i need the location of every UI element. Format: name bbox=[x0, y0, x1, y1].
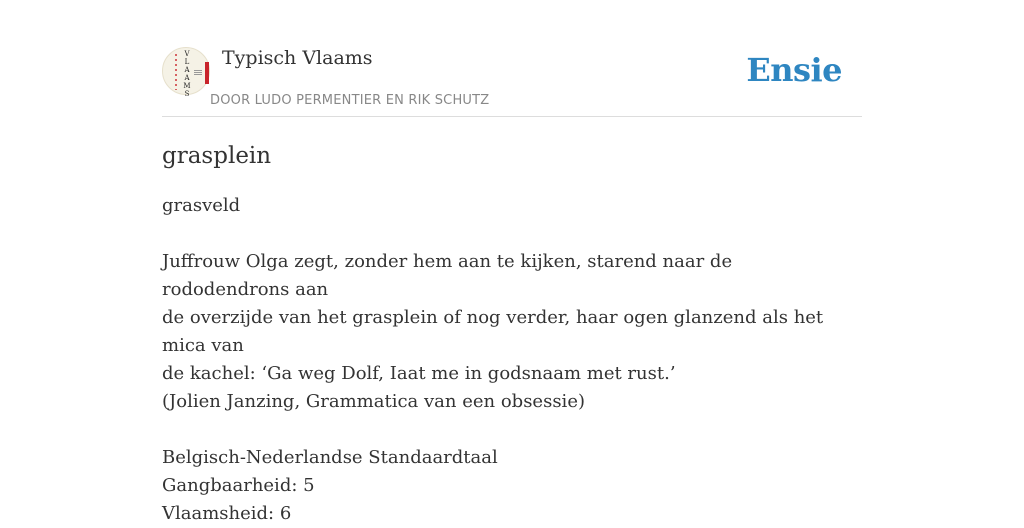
logo-red-bar bbox=[205, 62, 209, 84]
ensie-brand-logo[interactable]: Ensie bbox=[746, 51, 842, 89]
vlaamsheid-score: Vlaamsheid: 6 bbox=[162, 503, 292, 524]
language-register: Belgisch-Nederlandse Standaardtaal bbox=[162, 447, 498, 468]
spacer bbox=[162, 416, 862, 444]
logo-red-column bbox=[175, 54, 177, 90]
entry-content bbox=[162, 192, 862, 528]
entry-card bbox=[162, 40, 862, 528]
logo-letters: V L A A M S bbox=[183, 50, 191, 98]
quote-source: (Jolien Janzing, Grammatica van een obsessie) bbox=[162, 391, 585, 412]
entry-definition: grasveld bbox=[162, 195, 241, 216]
entry-term: grasplein bbox=[162, 143, 272, 169]
gangbaarheid-score: Gangbaarheid: 5 bbox=[162, 475, 315, 496]
spacer bbox=[162, 220, 862, 248]
quote-line: Juffrouw Olga zegt, zonder hem aan te kijken, starend naar de rododendrons aan bbox=[162, 251, 733, 300]
logo-small-text bbox=[194, 70, 202, 76]
entry-header bbox=[162, 40, 862, 117]
site-title[interactable]: Typisch Vlaams bbox=[222, 47, 373, 69]
quote-line: de kachel: ‘Ga weg Dolf, Iaat me in godsnaam met rust.’ bbox=[162, 363, 676, 384]
typisch-vlaams-logo-avatar[interactable] bbox=[162, 47, 210, 98]
quote-line: de overzijde van het grasplein of nog verder, haar ogen glanzend als het mica van bbox=[162, 307, 824, 356]
byline: DOOR LUDO PERMENTIER EN RIK SCHUTZ bbox=[210, 93, 490, 108]
